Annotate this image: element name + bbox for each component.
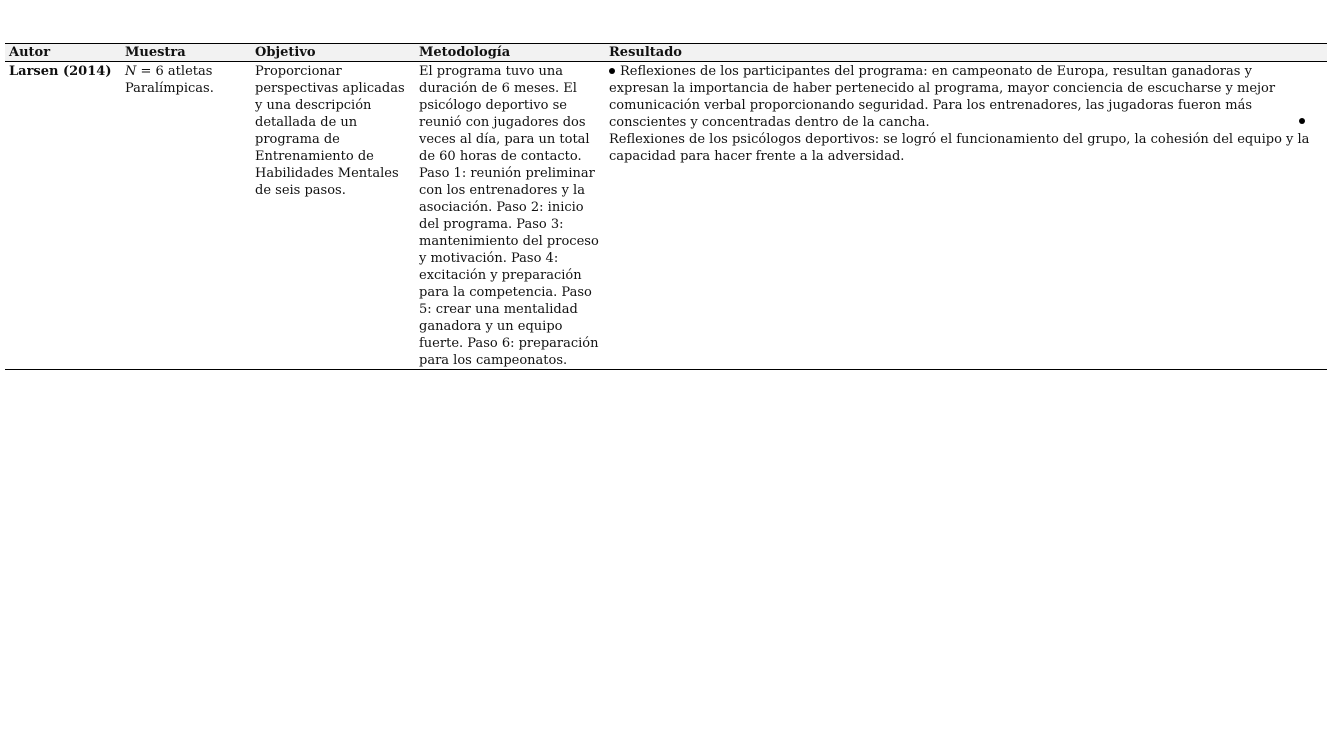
header-author: Autor [9, 45, 51, 60]
table-row [5, 62, 1327, 370]
header-objective: Objetivo [255, 45, 316, 60]
bullet-icon [609, 68, 615, 74]
header-result: Resultado [609, 45, 682, 60]
cell-objective: Proporcionar perspectivas aplicadas y una descripción detallada de un programa de Entrenamiento de Habilidades Mentales de seis pasos. [255, 64, 405, 198]
cell-result [605, 62, 1327, 370]
result-item-2: Reflexiones de los psicólogos deportivos: se logró el funcionamiento del grupo, la cohesión del equipo y la capacidad para hacer frente a la adversidad. [609, 132, 1310, 164]
table-header [5, 44, 1327, 62]
result-item-1: Reflexiones de los participantes del programa: en campeonato de Europa, resultan ganadoras y expresan la importancia de haber pertenecido al programa, mayor conciencia de escucharse y mejor comunicación verbal proporcionando seguridad. Para los entrenadores, las jugadoras fueron más conscientes y concentradas dentro de la cancha. [609, 64, 1276, 130]
cell-methodology: El programa tuvo una duración de 6 meses. El psicólogo deportivo se reunió con jugadores dos veces al día, para un total de 60 horas de contacto. Paso 1: reunión preliminar con los entrenadores y la asociación. Paso 2: inicio del programa. Paso 3: mantenimiento del proceso y motivación. Paso 4: excitación y preparación para la competencia. Paso 5: crear una mentalidad ganadora y un equipo fuerte. Paso 6: preparación para los campeonatos. [419, 64, 599, 368]
result-block [609, 63, 1323, 165]
table-body [5, 62, 1327, 370]
sample-text: = 6 atletas Paralímpicas. [125, 64, 214, 96]
results-table-container [5, 43, 1327, 370]
header-methodology: Metodología [419, 45, 511, 60]
sample-variable: N [125, 64, 137, 79]
header-row [5, 44, 1327, 62]
cell-author: Larsen (2014) [9, 64, 112, 79]
header-sample: Muestra [125, 45, 186, 60]
cell-sample [121, 62, 251, 370]
results-table [5, 43, 1327, 370]
bullet-icon [1299, 118, 1305, 124]
